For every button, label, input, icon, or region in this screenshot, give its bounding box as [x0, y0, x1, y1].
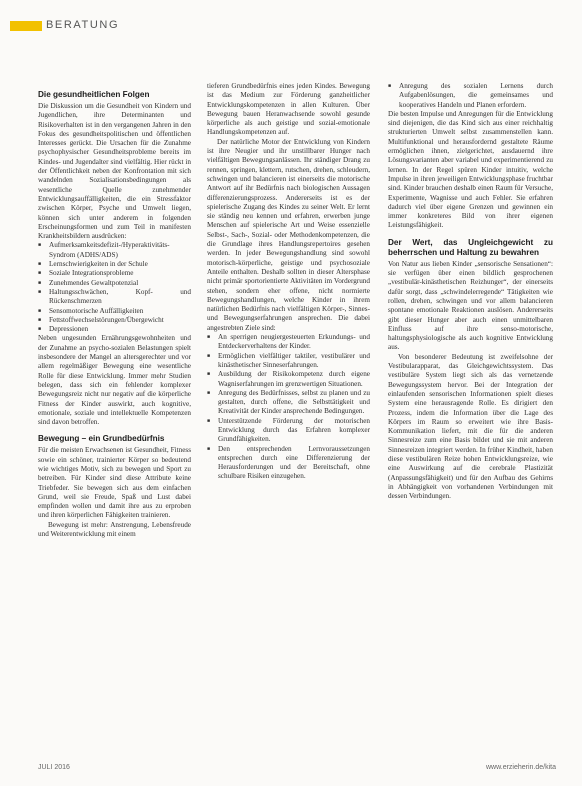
- list-item: ■ Fettstoffwechselstörungen/Übergewicht: [38, 316, 191, 325]
- list-item: ■ Ausbildung der Risikokompetenz durch eigene Wagniserfahrungen im grenzwertigen Situationen.: [207, 370, 370, 389]
- paragraph: Von Natur aus lieben Kinder „sensorische Sensationen“: sie verfügen über einen bildlich gesprochenen „vestibulär-kinästhetischen Reizhunger“, der einerseits dafür sorgt, dass „schwindelerregende“ Tätigkeiten wie rollen, drehen, schwingen und vor allem balancieren spontane emotionale Reaktionen auslösen. Andererseits gibt dieser Hunger aber auch einen unmittelbaren Einfluss auf ihre senso-motorische, haltungsphysiologische als auch kognitive Entwicklung aus.: [388, 259, 553, 352]
- bullet-list-symptoms: [38, 241, 191, 334]
- list-item: ■ Depressionen: [38, 325, 191, 334]
- section-header: [10, 20, 570, 34]
- paragraph: Von besonderer Bedeutung ist zweifelsohne der Vestibularapparat, das Gleichgewichtssystem. Das vestibuläre System liegt sich als das vernetzende Bewegungssystem hervor. Bei der Integration der einlaufenden sensorischen Informationen spielt dieses System eine herausragende Rolle. Es dirigiert den Prozess, indem die Information über die Lage des Körpers im Raum so erweitert wie ihre Basis-Kommunikation liefert, mit die für die anderen Sinnesreize zum eine Basis bildet und sie mit anderen Sinnesreizen integriert werden. In früher Kindheit, haben diese vestibulären Reize hohen Entwicklungsreize, wie eine Auswirkung auf die cerebrale Plastizität (Anpassungsfähigkeit) und für den Aufbau des Gehirns in Abhängigkeit von vorhandenen Verbindungen mit dessen Verbindungen.: [388, 352, 553, 501]
- text-column-right: [388, 82, 553, 501]
- list-item: ■ Unterstützende Förderung der motorischen Entwicklung durch das Erfahren komplexer Grundfähigkeiten.: [207, 417, 370, 445]
- heading-balance-and-posture: Der Wert, das Ungleichgewicht zu beherrschen und Haltung zu bewahren: [388, 237, 553, 257]
- list-item: ■ An sperrigen neugiergesteuerten Erkundungs- und Entdeckerverhaltens der Kinder.: [207, 333, 370, 352]
- list-item: ■ Anregung des Bedürfnisses, selbst zu planen und zu gestalten, durch offene, die Selbsttätigkeit und Kreativität der Kinder ansprechende Bedingungen.: [207, 389, 370, 417]
- list-item: ■ Zunehmendes Gewaltpotenzial: [38, 279, 191, 288]
- list-item: ■ Haltungsschwächen, Kopf- und Rückenschmerzen: [38, 288, 191, 307]
- section-color-tag: [10, 21, 42, 31]
- list-item: ■ Lernschwierigkeiten in der Schule: [38, 260, 191, 269]
- heading-movement-basic-need: Bewegung – ein Grundbedürfnis: [38, 434, 165, 444]
- list-item: ■ Den entsprechenden Lernvoraussetzungen entsprechen durch eine Differenzierung der Herausforderungen und der Bereitschaft, ohne schulbare Risiken einzugehen.: [207, 445, 370, 482]
- list-item: ■ Ermöglichen vielfältiger taktiler, vestibulärer und kinästhetischer Sinneserfahrungen.: [207, 352, 370, 371]
- paragraph: Für die meisten Erwachsenen ist Gesundheit, Fitness sowie ein schöner, trainierter Körper so bedeutend wie wichtiges Motiv, sich zu bewegen und Sport zu betreiben. Für Kinder sind diese Attribute keine Triebfeder. Sie bewegen sich aus dem einfachen Grund, weil sie Freude, Spaß und Lust dabei empfinden wollen und damit ihre aus zu erproben und ihren körperlichen Fähigkeiten trainieren.: [38, 446, 191, 520]
- paragraph: Der natürliche Motor der Entwicklung von Kindern ist ihre Neugier und ihr unstillbarer Hunger nach vielfältigen Bewegungsanlässen. Ihr ständiger Drang zu rennen, springen, klettern, rutschen, drehen, schleudern, schwingen und balancieren ist einerseits die motorische Antwort auf ihr Bedürfnis nach biologischen Aussagen differenzierungsprozess. Andererseits ist es der spielerische Zugang des Kindes zu seiner Welt. Er lernt sie ständig neu kennen und erfahren, erwerben junge Menschen auf spielerische Art und Weise essenzielle Selbst-, Sach-, Sozial- oder Methodenkompetenzen, die die Grundlage ihres Handlungsrepertoires gesehen werden. In jeder Bewegungshandlung sind sowohl motorisch-körperliche, geistige und psychosoziale Anteile enthalten. Deshalb sollten in dieser Altersphase nicht primär sportorientierte Aktivitäten im Vordergrund stehen, sondern eher offene, nicht normierte Bewegungshandlungen, welche Kinder in ihrem natürlichen Bedürfnis nach vielfältigen Körper-, Sinnes- und Bewegungserfahrungen ansprechen. Die dabei angestrebten Ziele sind:: [207, 137, 370, 332]
- list-item: ■ Soziale Integrationsprobleme: [38, 269, 191, 278]
- list-item: ■ Anregung des sozialen Lernens durch Aufgabenlösungen, die gemeinsames und kooperatives Handeln und Planen erfordern.: [388, 82, 553, 110]
- heading-health-consequences: Die gesundheitlichen Folgen: [38, 90, 150, 99]
- list-item: ■ Sensomotorische Auffälligkeiten: [38, 307, 191, 316]
- paragraph: tieferen Grundbedürfnis eines jeden Kindes. Bewegung ist das Medium zur Förderung ganzheitlicher Entwicklungskompetenzen in allen Kulturen. Über Bewegung bauen Heranwachsende sowohl gesunde körperliche als auch geistige und sozial-emotionale Handlungskompetenzen auf.: [207, 82, 370, 137]
- text-column-middle: [207, 82, 370, 482]
- text-column-left: [38, 82, 191, 539]
- paragraph: Die Diskussion um die Gesundheit von Kindern und Jugendlichen, ihre Determinanten und Risikoverhalten ist in den vergangenen Jahren in den Fokus des gesundheitspolitischen und öffentlichen Interesses gerückt. Die Ursachen für die Zunahme psychophysischer Gesundheitsprobleme bereits im Kindes- und Jugendalter sind vielfältig. Hier rückt in der Öffentlichkeit neben der Konfrontation mit sich wandelnden Sozialisationsbedingungen als wesentliche Quelle zunehmender Entwicklungsauffälligkeiten, die ein Stressfaktor zwischen Körper, Psyche und Umwelt liegen, können sich unter anderem in folgenden Erscheinungsformen und zum Teil in manifesten Krankheitsbildern ausdrücken:: [38, 102, 191, 241]
- paragraph: Bewegung ist mehr: Anstrengung, Lebensfreude und Weiterentwicklung mit einem: [38, 520, 191, 539]
- page-footer: [0, 764, 582, 776]
- list-item: ■ Aufmerksamkeitsdefizit-/Hyperaktivitäts-Syndrom (ADHS/ADS): [38, 241, 191, 260]
- issue-date: JULI 2016: [38, 764, 70, 771]
- bullet-list-goals-continued: [388, 82, 553, 110]
- bullet-list-goals: [207, 333, 370, 482]
- website-url: www.erzieherin.de/kita: [485, 764, 556, 771]
- paragraph: Die besten Impulse und Anregungen für die Entwicklung sind diejenigen, die das Kind sich aus einer reichhaltig strukturierten Umwelt selbst zusammenstellen kann. Multifunktional und herausfordernd gestaltete Räume ermöglichen ihnen, zielgerichtet, ausdauernd ihre Lösungsvarianten aber variabel und experimentierend zu lernen. In der Regel spüren Kinder intuitiv, welche Impulse in ihren jeweiligen Entwicklungsphase fruchtbar sind. Kinder brauchen deshalb einen Raum für Versuche, Experimente, Wagnisse und auch Fehler. Sie erfahren dadurch viel über eigene Grenzen und gewinnen ein immer konkreteres Bild von ihrer eigenen Leistungsfähigkeit.: [388, 109, 553, 230]
- section-label: BERATUNG: [46, 19, 120, 31]
- paragraph: Neben ungesunden Ernährungsgewohnheiten und der Zunahme an psycho-sozialen Belastungen spielt insbesondere der Mangel an altersgerechter und vor allem regelmäßiger Bewegung eine wesentliche Rolle für diese Entwicklung. Immer mehr Studien belegen, dass sich ein fehlender komplexer Bewegungsreiz nicht nur negativ auf die körperliche Fitness der Kinder auswirkt, auch kognitive, emotionale, soziale und intellektuelle Kompetenzen sind davon betroffen.: [38, 334, 191, 427]
